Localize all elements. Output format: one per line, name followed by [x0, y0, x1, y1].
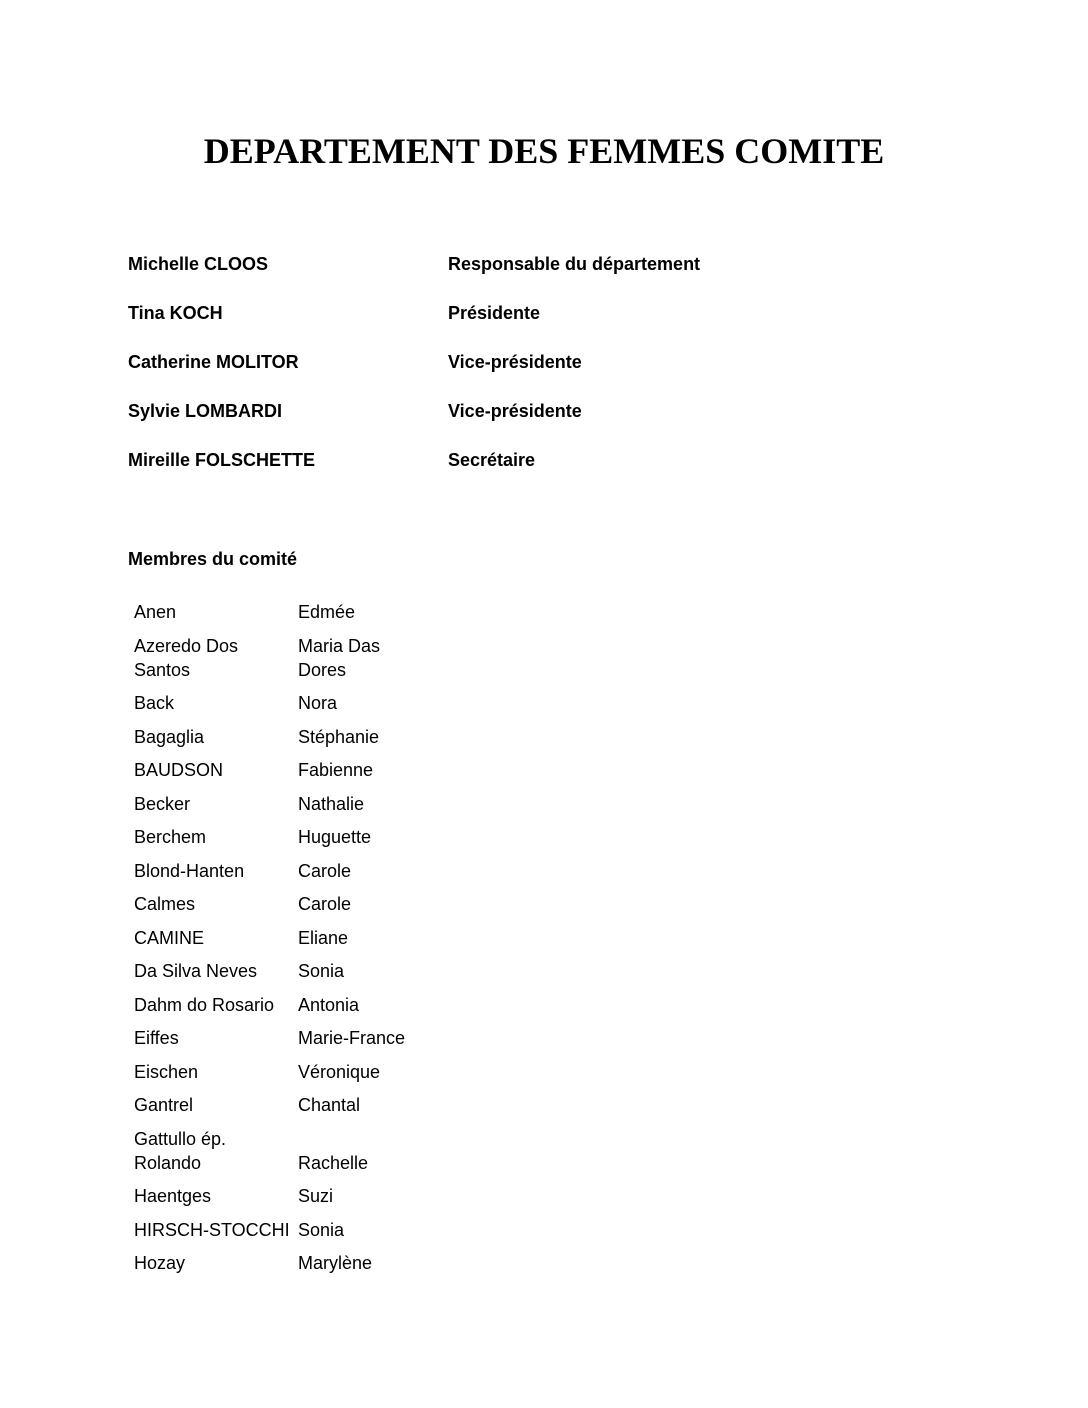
officer-name: Mireille FOLSCHETTE	[128, 450, 316, 470]
officer-row	[128, 249, 828, 298]
member-first-name: Stéphanie	[298, 726, 380, 747]
member-first-name: Edmée	[298, 602, 356, 622]
member-last-name: BAUDSON	[134, 760, 224, 780]
member-row	[134, 691, 434, 725]
page-title: DEPARTEMENT DES FEMMES COMITE	[203, 131, 885, 171]
officers-list	[128, 249, 828, 494]
member-row	[134, 725, 434, 759]
member-first-name: Carole	[298, 894, 352, 914]
member-last-name: Calmes	[134, 894, 196, 914]
member-first-name: Eliane	[298, 927, 349, 948]
member-last-name: Gantrel	[134, 1095, 194, 1115]
member-last-name: Back	[134, 693, 175, 713]
officer-role: Vice-présidente	[448, 401, 582, 421]
member-first-name: Marylène	[298, 1253, 373, 1273]
member-row	[134, 792, 434, 826]
member-first-name: Huguette	[298, 827, 372, 847]
member-last-name: Anen	[134, 602, 177, 622]
member-row	[134, 1184, 434, 1218]
member-last-name: Da Silva Neves	[134, 961, 258, 981]
member-first-name: Rachelle	[298, 1152, 369, 1173]
officer-name: Tina KOCH	[128, 303, 223, 323]
member-first-name: Marie-France	[298, 1028, 406, 1048]
member-last-name: CAMINE	[134, 927, 205, 948]
member-row	[134, 1093, 434, 1127]
member-row	[134, 1060, 434, 1094]
member-first-name: Véronique	[298, 1061, 381, 1082]
members-table	[134, 600, 434, 1285]
member-row	[134, 959, 434, 993]
officer-row	[128, 347, 828, 396]
member-row	[134, 993, 434, 1027]
member-last-name: Eischen	[134, 1061, 199, 1082]
officer-name: Catherine MOLITOR	[128, 352, 299, 372]
officer-row	[128, 445, 828, 494]
member-first-name: Maria Das Dores	[298, 635, 381, 680]
member-last-name: Azeredo Dos Santos	[134, 635, 239, 680]
member-last-name: HIRSCH-STOCCHI	[134, 1219, 290, 1240]
member-row	[134, 825, 434, 859]
officer-row	[128, 396, 828, 445]
officer-role: Secrétaire	[448, 450, 536, 470]
member-first-name: Chantal	[298, 1095, 361, 1115]
member-row	[134, 859, 434, 893]
member-last-name: Hozay	[134, 1253, 186, 1273]
officer-role: Vice-présidente	[448, 352, 582, 372]
member-last-name: Eiffes	[134, 1028, 179, 1048]
members-heading: Membres du comité	[128, 549, 298, 569]
member-row	[134, 1127, 434, 1185]
member-row	[134, 1026, 434, 1060]
member-first-name: Carole	[298, 860, 352, 881]
officer-role: Responsable du département	[448, 254, 701, 274]
member-first-name: Sonia	[298, 961, 345, 981]
member-first-name: Antonia	[298, 994, 360, 1015]
member-first-name: Nora	[298, 693, 338, 713]
member-row	[134, 1251, 434, 1285]
member-row	[134, 634, 434, 692]
officer-role: Présidente	[448, 303, 541, 323]
officer-row	[128, 298, 828, 347]
member-last-name: Bagaglia	[134, 726, 205, 747]
member-first-name: Fabienne	[298, 760, 374, 780]
member-last-name: Gattullo ép. Rolando	[134, 1128, 227, 1173]
officer-name: Sylvie LOMBARDI	[128, 401, 283, 421]
member-first-name: Sonia	[298, 1219, 345, 1240]
member-row	[134, 758, 434, 792]
member-row	[134, 1218, 434, 1252]
member-first-name: Nathalie	[298, 793, 365, 814]
member-last-name: Becker	[134, 793, 191, 814]
member-row	[134, 926, 434, 960]
member-last-name: Dahm do Rosario	[134, 994, 275, 1015]
member-row	[134, 892, 434, 926]
member-last-name: Haentges	[134, 1186, 212, 1206]
officer-name: Michelle CLOOS	[128, 254, 269, 274]
member-last-name: Blond-Hanten	[134, 860, 245, 881]
member-first-name: Suzi	[298, 1186, 334, 1206]
member-row	[134, 600, 434, 634]
member-last-name: Berchem	[134, 827, 207, 847]
